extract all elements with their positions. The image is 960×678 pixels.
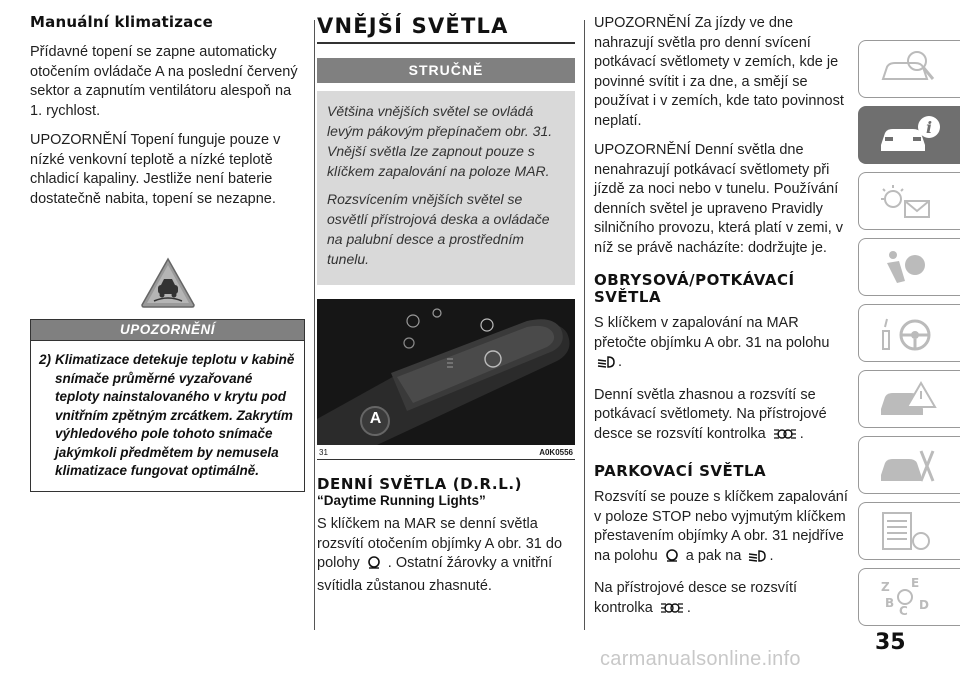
drl-text-end: . Ostatní žárovky a vnitřní svítidla zůstanou zhasnuté. xyxy=(317,555,553,594)
warning-number: 2) xyxy=(39,352,52,367)
parking-text: Rozsvítí se pouze s klíčkem zapalování v poloze STOP nebo vyjmutým klíčkem přestavením objímky A obr. 31 nejdříve na polohu xyxy=(594,489,848,564)
svg-text:E: E xyxy=(911,577,920,590)
tab-emergency[interactable] xyxy=(858,370,960,428)
warning-banner: UPOZORNĚNÍ xyxy=(30,319,305,341)
parking-text-end: . xyxy=(769,547,774,564)
summary-box xyxy=(317,91,575,285)
section-heading-manual-ac: Manuální klimatizace xyxy=(30,13,213,31)
callout-label: A xyxy=(369,410,382,427)
drl-subtitle: “Daytime Running Lights” xyxy=(317,493,486,508)
parking-text-mid: a pak na xyxy=(685,547,742,564)
low-beam-indicator-text: Denní světla zhasnou a rozsvítí se potkávací světlomety. Na přístrojové desce se rozsvítí kontrolka xyxy=(594,386,827,442)
low-beam-icon xyxy=(596,355,616,376)
car-info-tab-icon xyxy=(877,115,941,159)
tab-car-info[interactable] xyxy=(858,106,960,164)
svg-text:Z: Z xyxy=(881,580,890,594)
paragraph-parking xyxy=(594,488,852,569)
summary-paragraph: Rozsvícením vnějších světel se osvětlí přístrojová deska a ovládače na palubní desce a prostředním tunelu. xyxy=(327,191,550,267)
low-beam-text-end: . xyxy=(618,354,623,370)
tab-safety[interactable] xyxy=(858,238,960,296)
svg-text:D: D xyxy=(919,598,929,612)
tab-maintenance[interactable] xyxy=(858,436,960,494)
lightbulb-tab-icon xyxy=(877,181,937,223)
page-number: 35 xyxy=(875,630,906,655)
warning-item xyxy=(39,351,296,481)
car-warning-tab-icon xyxy=(877,379,937,421)
low-beam-icon xyxy=(747,549,767,570)
position-light-icon xyxy=(366,556,382,577)
chapter-tabs xyxy=(858,40,960,634)
column-climate xyxy=(30,14,305,492)
column-divider xyxy=(314,20,315,630)
steering-wheel-tab-icon xyxy=(877,313,937,355)
paragraph-drl-warning: UPOZORNĚNÍ Denní světla dne nenahrazují potkávací světlomety při jízdě za noci nebo v tunelu. Používání denních světel je upraveno Pravidly silničního provozu, která platí v zemi, v níž se právě nacházíte: dodržujte je. xyxy=(594,142,844,256)
airbag-tab-icon xyxy=(877,247,937,289)
tab-specifications[interactable] xyxy=(858,502,960,560)
summary-paragraph: Většina vnějších světel se ovládá levým pákovým přepínačem obr. 31. Vnější světla lze zapnout pouze s klíčkem zapalování na poloze MAR. xyxy=(327,103,553,179)
dashboard-tab-icon xyxy=(877,49,937,91)
section-heading-low-beam: OBRYSOVÁ/POTKÁVACÍ SVĚTLA xyxy=(594,271,795,306)
column-lights-continued xyxy=(594,14,852,631)
paragraph-low-beam xyxy=(594,314,852,376)
lever-photo xyxy=(317,299,575,445)
watermark: carmanualsonline.info xyxy=(600,648,801,670)
figure-code: A0K0556 xyxy=(539,448,573,457)
figure-number: 31 xyxy=(319,448,328,457)
tools-tab-icon xyxy=(877,445,937,487)
summary-banner: STRUČNĚ xyxy=(317,58,575,83)
svg-text:C: C xyxy=(899,604,908,618)
svg-text:B: B xyxy=(885,596,895,610)
paragraph-drl xyxy=(317,515,575,596)
page-title: VNĚJŠÍ SVĚTLA xyxy=(317,14,509,38)
parking-indicator-text-end: . xyxy=(686,599,691,616)
drl-text: S klíčkem na MAR se denní světla rozsvítí otočením objímky A obr. 31 do polohy xyxy=(317,516,563,571)
position-light-icon xyxy=(664,549,680,570)
title-underline xyxy=(317,42,575,44)
warning-triangle-icon xyxy=(140,257,196,309)
low-beam-indicator-text-end: . xyxy=(799,425,804,442)
parking-light-indicator-icon xyxy=(772,427,798,448)
tab-index[interactable] xyxy=(858,568,960,626)
parking-indicator-text: Na přístrojové desce se rozsvítí kontrolka xyxy=(594,580,798,616)
warning-text: Klimatizace detekuje teplotu v kabině snímače průměrné vyzařované teploty nainstalovaného v krytu pod vnitřním zpětným zrcátkem. Zakrytím výhledového pole tohoto snímače jakýmkoli předmětem by nemusela klimatizace fungovat optimálně. xyxy=(55,352,295,478)
tab-lights[interactable] xyxy=(858,172,960,230)
warning-box xyxy=(30,341,305,492)
section-heading-parking: PARKOVACÍ SVĚTLA xyxy=(594,462,767,480)
document-list-tab-icon xyxy=(877,511,937,553)
paragraph-drl-note: UPOZORNĚNÍ Za jízdy ve dne nahrazují světla pro denní svícení potkávací světlomety v zemích, kde je povinné svítit i za dne, a smějí se používat i v zemích, kde tato povinnost neplatí. xyxy=(594,15,844,129)
low-beam-text: S klíčkem v zapalování na MAR přetočte objímku A obr. 31 na polohu xyxy=(594,315,830,351)
paragraph-low-beam-indicator xyxy=(594,386,852,448)
svg-text:i: i xyxy=(925,118,933,137)
tab-dashboard[interactable] xyxy=(858,40,960,98)
paragraph-heater-warning: UPOZORNĚNÍ Topení funguje pouze v nízké venkovní teplotě a nízké teplotě chladicí kapaliny. Jestliže není baterie dostatečně nabita, topení se nezapne. xyxy=(30,132,281,207)
tab-driving[interactable] xyxy=(858,304,960,362)
column-divider xyxy=(584,20,585,630)
paragraph-parking-indicator xyxy=(594,579,852,621)
column-exterior-lights xyxy=(317,14,575,606)
section-heading-drl: DENNÍ SVĚTLA (D.R.L.) xyxy=(317,475,523,493)
parking-light-indicator-icon xyxy=(659,601,685,622)
paragraph-auxiliary-heater: Přídavné topení se zapne automaticky otočením ovládače A na poslední červený sektor a zapnutím ventilátoru alespoň na 1. rychlost. xyxy=(30,44,298,119)
figure-caption xyxy=(317,445,575,460)
index-letters-tab-icon xyxy=(877,577,937,619)
